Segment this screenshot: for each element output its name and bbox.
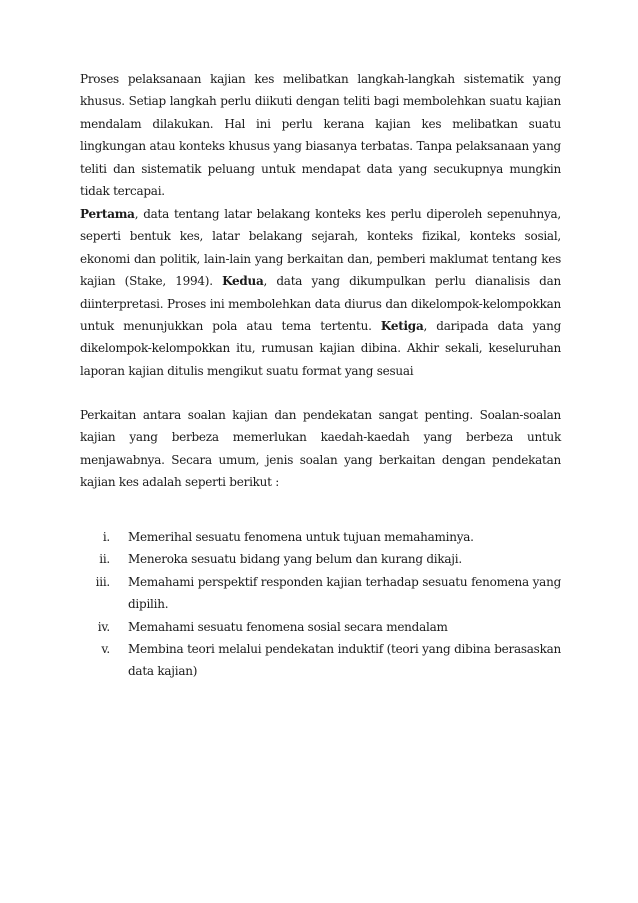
- paragraph-2-text: [80, 203, 561, 382]
- list-item-text: Membina teori melalui pendekatan induktif (teori yang dibina berasaskan data kajian): [128, 642, 561, 679]
- paragraph-1: [80, 68, 561, 202]
- list-item-number: v.: [101, 642, 110, 657]
- paragraph-3: [80, 404, 561, 494]
- list-item-number: iv.: [97, 619, 110, 634]
- paragraph-2-part-2: , data yang dikumpulkan perlu dianalisis dan diinterpretasi. Proses ini membolehkan data diurus dan dikelompok-kelompokkan untuk menunjukkan pola atau tema tertentu.: [80, 274, 561, 334]
- list-item-number: ii.: [99, 552, 110, 567]
- list-item-text: Meneroka sesuatu bidang yang belum dan kurang dikaji.: [128, 552, 462, 567]
- list-item-number: i.: [102, 530, 110, 544]
- list-item-text: Memahami perspektif responden kajian terhadap sesuatu fenomena yang dipilih.: [128, 574, 561, 612]
- list-item: [80, 526, 561, 548]
- list-item: [80, 616, 561, 638]
- list-item-text: Memahami sesuatu fenomena sosial secara mendalam: [128, 619, 448, 634]
- term-pertama: Pertama: [80, 207, 135, 221]
- list-item-number: iii.: [95, 574, 110, 589]
- term-ketiga: Ketiga: [380, 319, 424, 334]
- term-kedua: Kedua: [222, 274, 264, 289]
- paragraph-2-part-1: , data tentang latar belakang konteks kes perlu diperoleh sepenuhnya, seperti bentuk kes, latar belakang sejarah, konteks fizikal, konteks sosial, ekonomi dan politik, lain-lain yang berkaitan dan, pemberi maklumat tentang kes kajian (Stake, 1994).: [80, 207, 561, 289]
- list-item-text: Memerihal sesuatu fenomena untuk tujuan memahaminya.: [128, 530, 474, 544]
- paragraph-2: [80, 203, 561, 382]
- list-item: [80, 548, 561, 570]
- list-item: [80, 571, 561, 616]
- paragraph-3-text: Perkaitan antara soalan kajian dan pendekatan sangat penting. Soalan-soalan kajian yang berbeza memerlukan kaedah-kaedah yang berbeza untuk menjawabnya. Secara umum, jenis soalan yang berkaitan dengan pendekatan kajian kes adalah seperti berikut :: [80, 408, 561, 490]
- paragraph-2-part-3: , daripada data yang dikelompok-kelompokkan itu, rumusan kajian dibina. Akhir sekali, keseluruhan laporan kajian ditulis mengikut suatu format yang sesuai: [80, 319, 562, 378]
- list-item: [80, 638, 561, 683]
- paragraph-1-text: Proses pelaksanaan kajian kes melibatkan langkah-langkah sistematik yang khusus. Setiap langkah perlu diikuti dengan teliti bagi membolehkan suatu kajian mendalam dilakukan. Hal ini perlu kerana kajian kes melibatkan suatu lingkungan atau konteks khusus yang biasanya terbatas. Tanpa pelaksanaan yang teliti dan sistematik peluang untuk mendapat data yang secukupnya mungkin tidak tercapai.: [80, 72, 561, 199]
- numbered-list: [80, 526, 561, 683]
